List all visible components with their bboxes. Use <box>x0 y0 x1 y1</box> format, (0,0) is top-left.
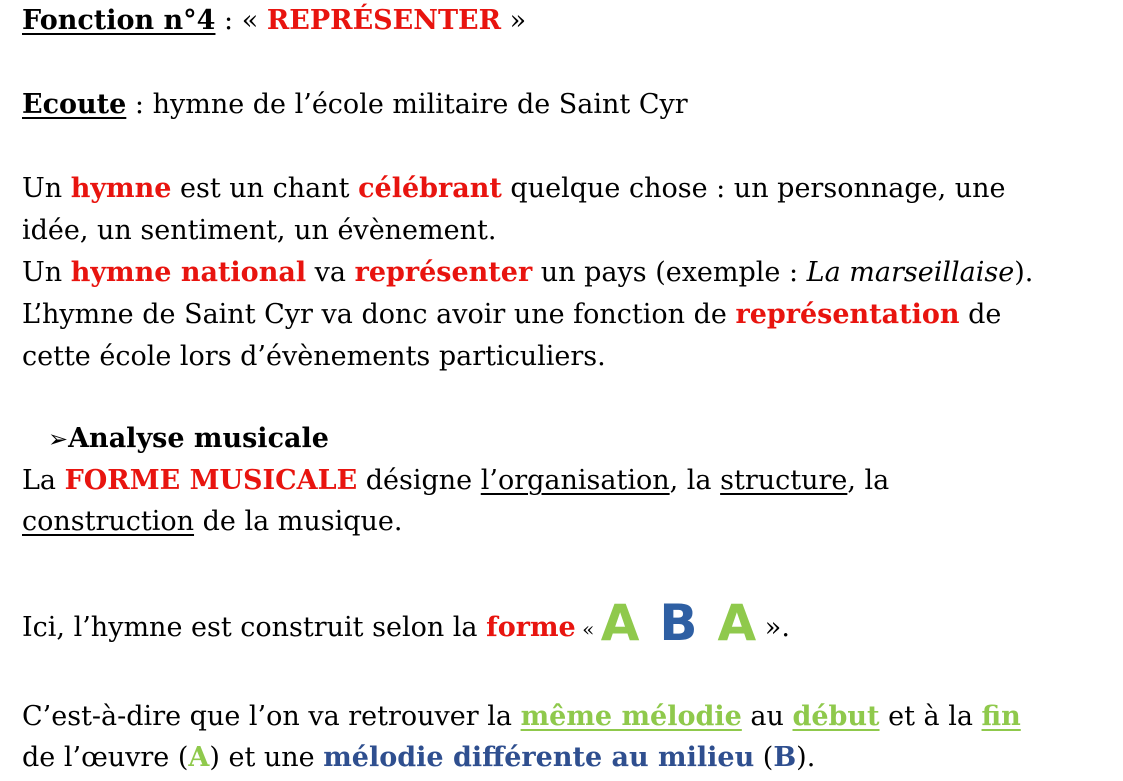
explain-line1 <box>22 696 1021 738</box>
heading-title: REPRÉSENTER <box>266 5 502 36</box>
analyse-heading <box>48 418 329 460</box>
term-representation: représentation <box>735 299 960 330</box>
text-span: ». <box>756 612 790 643</box>
analyse-title: Analyse musicale <box>68 423 329 454</box>
text-span: de l’œuvre ( <box>22 742 189 773</box>
aba-line <box>22 594 790 652</box>
text-span: ( <box>754 742 774 773</box>
text-span: Un <box>22 173 71 204</box>
text-span: ). <box>1014 257 1034 288</box>
heading-close: » <box>501 5 527 36</box>
ecoute-text: : hymne de l’école militaire de Saint Cyr <box>126 89 688 120</box>
term-celebrant: célébrant <box>358 173 502 204</box>
para1-line4 <box>22 294 1001 336</box>
term-hymne: hymne <box>70 173 172 204</box>
text-span: Un <box>22 257 71 288</box>
heading-label: Fonction n°4 <box>22 5 216 36</box>
label-a: A <box>188 742 210 773</box>
text-span: ) et une <box>209 742 324 773</box>
text-span: « <box>575 617 601 641</box>
text-span: au <box>741 701 793 732</box>
title-marseillaise: La marseillaise <box>806 257 1015 288</box>
text-span: , la <box>847 465 890 496</box>
letter-a-first: A <box>600 594 640 652</box>
para1-line5 <box>22 336 606 378</box>
term-debut: début <box>792 701 880 732</box>
term-fin: fin <box>981 701 1021 732</box>
term-forme: forme <box>486 612 576 643</box>
text-span: et à la <box>879 701 982 732</box>
para1-line3 <box>22 252 1033 294</box>
forme-line2 <box>22 501 403 543</box>
arrow-bullet-icon: ➢ <box>48 425 69 453</box>
letter-b: B <box>659 594 698 652</box>
text-span: de <box>959 299 1002 330</box>
term-structure: structure <box>720 465 848 496</box>
text-span: ). <box>796 742 816 773</box>
text-span: va <box>306 257 355 288</box>
text-span: Ici, l’hymne est construit selon la <box>22 612 487 643</box>
para1-line2 <box>22 210 496 252</box>
label-b: B <box>773 742 797 773</box>
term-melodie-differente: mélodie différente au milieu <box>323 742 755 773</box>
term-meme-melodie: même mélodie <box>520 701 742 732</box>
term-construction: construction <box>22 506 195 537</box>
text-span: désigne <box>357 465 481 496</box>
ecoute-label: Ecoute <box>22 89 127 120</box>
text-span: C’est-à-dire que l’on va retrouver la <box>22 701 521 732</box>
text-span: un pays (exemple : <box>532 257 807 288</box>
explain-line2 <box>22 737 815 779</box>
term-hymne-national: hymne national <box>70 257 307 288</box>
heading-line <box>22 0 526 42</box>
text-span: est un chant <box>171 173 359 204</box>
term-representer: représenter <box>354 257 533 288</box>
ecoute-line <box>22 84 688 126</box>
text-span: cette école lors d’évènements particuliers. <box>22 341 606 372</box>
term-organisation: l’organisation <box>480 465 670 496</box>
text-span: L’hymne de Saint Cyr va donc avoir une fonction de <box>22 299 736 330</box>
text-span: idée, un sentiment, un évènement. <box>22 215 497 246</box>
heading-sep: : « <box>215 5 267 36</box>
term-forme-musicale: FORME MUSICALE <box>64 465 358 496</box>
text-span: , la <box>669 465 721 496</box>
letter-a-second: A <box>717 594 757 652</box>
text-span: La <box>22 465 65 496</box>
text-span: de la musique. <box>194 506 403 537</box>
forme-line1 <box>22 460 889 502</box>
text-span: quelque chose : un personnage, une <box>501 173 1006 204</box>
para1-line1 <box>22 168 1006 210</box>
